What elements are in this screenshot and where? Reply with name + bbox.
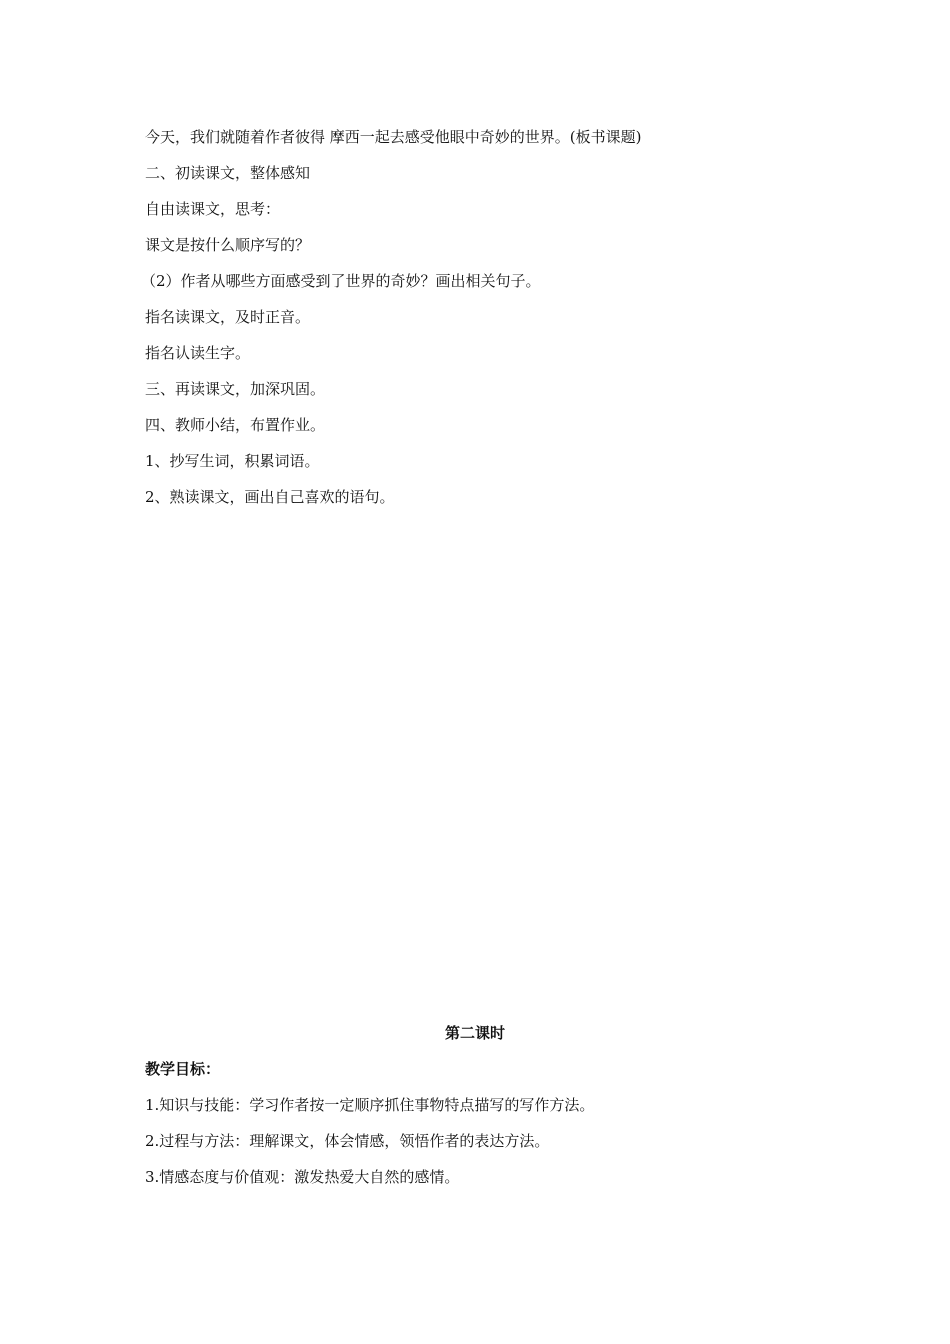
objective-item-3: 3.情感态度与价值观：激发热爱大自然的感情。 bbox=[145, 1168, 460, 1186]
objective-item-2: 2.过程与方法：理解课文，体会情感，领悟作者的表达方法。 bbox=[145, 1132, 550, 1150]
text-line-intro: 今天，我们就随着作者彼得 摩西一起去感受他眼中奇妙的世界。(板书课题) bbox=[145, 128, 642, 146]
homework-item-2: 2、熟读课文，画出自己喜欢的语句。 bbox=[145, 488, 395, 506]
section-heading-first-reading: 二、初读课文，整体感知 bbox=[145, 164, 311, 182]
question-line-wonder: （2）作者从哪些方面感受到了世界的奇妙？画出相关句子。 bbox=[141, 272, 541, 290]
section-heading-summary: 四、教师小结，布置作业。 bbox=[145, 416, 326, 434]
question-line-order: 课文是按什么顺序写的？ bbox=[145, 236, 311, 254]
section-heading-reread: 三、再读课文，加深巩固。 bbox=[145, 380, 326, 398]
text-line-new-characters: 指名认读生字。 bbox=[145, 344, 251, 362]
text-line-read-aloud: 指名读课文，及时正音。 bbox=[145, 308, 311, 326]
homework-item-1: 1、抄写生词，积累词语。 bbox=[145, 452, 320, 470]
objective-item-1: 1.知识与技能：学习作者按一定顺序抓住事物特点描写的写作方法。 bbox=[145, 1096, 595, 1114]
text-line-free-reading: 自由读课文，思考： bbox=[145, 200, 281, 218]
lesson-title: 第二课时 bbox=[444, 1024, 505, 1042]
objectives-heading: 教学目标： bbox=[145, 1060, 221, 1078]
